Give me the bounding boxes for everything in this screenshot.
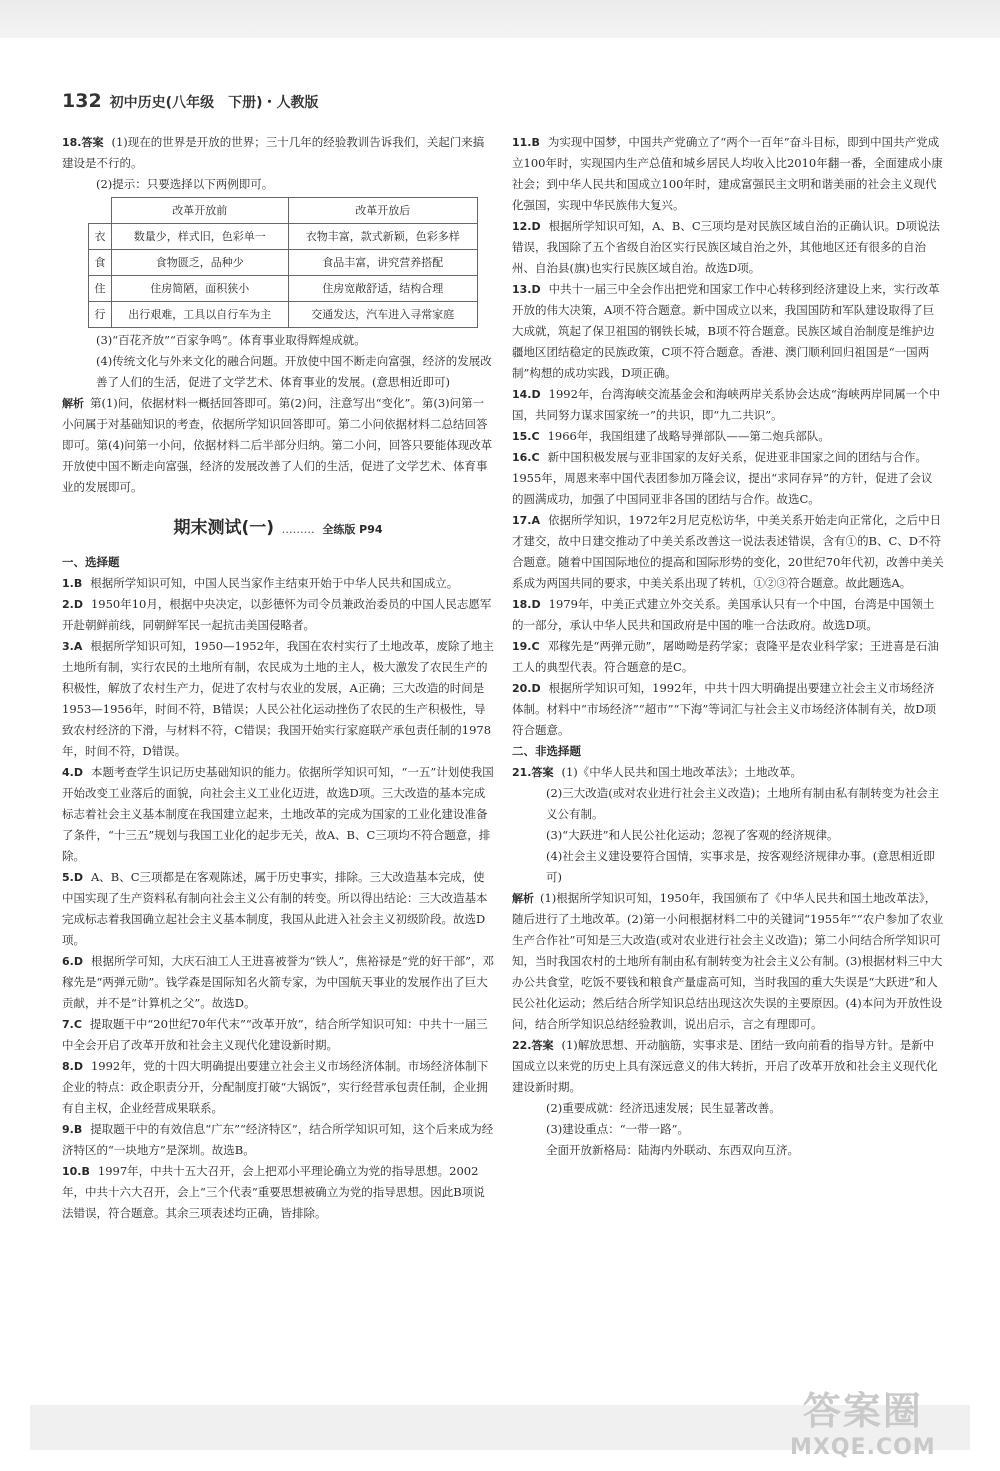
question-number: 7.C [62, 1018, 82, 1031]
list-item [62, 867, 494, 951]
question-number: 9.B [62, 1123, 83, 1136]
question-number: 2.D [62, 598, 83, 611]
exam-page-ref: 全练版 P94 [322, 523, 383, 536]
q21-answer [512, 762, 944, 783]
question-answer-text: 邓稼先是“两弹元勋”，屠呦呦是药学家；袁隆平是农业科学家；王进喜是石油工人的典型代表。符合题意的是C。 [512, 639, 939, 674]
list-item [62, 1119, 494, 1161]
question-answer-text: 1997年，中共十五大召开，会上把邓小平理论确立为党的指导思想。2002年，中共十六大召开，会上“三个代表”重要思想被确立为党的指导思想。因此B项说法错误，符合题意。其余三项表述均正确，皆排除。 [62, 1164, 485, 1220]
list-item [512, 426, 944, 447]
table-cell-category: 住 [89, 276, 112, 302]
table-header-row [89, 198, 478, 224]
question-answer-text: 根据所学知识可知，A、B、C三项均是对民族区域自治的正确认识。D项说法错误，我国除了五个省级自治区实行民族区域自治之外，其他地区还有很多的自治州、自治县(旗)也实行民族区域自治。故选D项。 [512, 219, 940, 275]
table-cell-category: 食 [89, 250, 112, 276]
question-number: 15.C [512, 430, 540, 443]
q21-analysis [512, 888, 944, 1035]
table-cell-after: 住房宽敞舒适，结构合理 [288, 276, 477, 302]
question-number: 4.D [62, 766, 83, 779]
question-number: 20.D [512, 682, 541, 695]
list-item [512, 594, 944, 636]
book-title: 初中历史(八年级 下册)・人教版 [109, 95, 319, 111]
section-heading-nonchoice: 二、非选择题 [512, 744, 581, 758]
exam-title: 期末测试(一) [173, 518, 275, 538]
question-number: 18.D [512, 598, 541, 611]
question-answer-text: 根据所学知识可知，1992年，中共十四大明确提出要建立社会主义市场经济体制。材料中“市场经济”“超市”“下海”等词汇与社会主义市场经济体制有关，故D项符合题意。 [512, 681, 936, 737]
page-number: 132 [62, 90, 102, 112]
section-heading-choice: 一、选择题 [62, 555, 120, 569]
table-corner-cell [89, 198, 112, 224]
question-answer-text: 为实现中国梦，中国共产党确立了“两个一百年”奋斗目标，即到中国共产党成立100年时，实现国内生产总值和城乡居民人均收入比2010年翻一番，全面建成小康社会；到中华人民共和国成立100年时，建成富强民主文明和谐美丽的社会主义现代化强国，实现中华民族伟大复兴。 [512, 135, 943, 212]
list-item [62, 636, 494, 762]
table-cell-category: 行 [89, 302, 112, 328]
table-cell-category: 衣 [89, 224, 112, 250]
question-number: 14.D [512, 388, 541, 401]
list-item [512, 510, 944, 594]
question-number: 10.B [62, 1165, 90, 1178]
question-answer-text: 1979年，中美正式建立外交关系。美国承认只有一个中国，台湾是中国领土的一部分，承认中华人民共和国政府是中国的唯一合法政府。故选D项。 [512, 597, 935, 632]
list-item [62, 1161, 494, 1224]
table-cell-before: 出行艰难，工具以自行车为主 [112, 302, 289, 328]
q18-part1: (1)现在的世界是开放的世界；三十几年的经验教训告诉我们，关起门来搞建设是不行的。 [62, 135, 485, 170]
question-number: 1.B [62, 577, 83, 590]
q18-analysis [62, 393, 494, 498]
analysis-label: 解析 [62, 397, 84, 410]
question-answer-text: 依据所学知识，1972年2月尼克松访华，中美关系开始走向正常化，之后中日才建交，故中日建交推动了中美关系改善这一说法表述错误，含有①的B、C、D不符合题意。随着中国国际地位的提高和国际形势的变化，20世纪70年代初，改善中美关系成为两国共同的要求，中美关系出现了转机，①②③符合题意。故此题选A。 [512, 513, 944, 590]
question-number: 6.D [62, 955, 83, 968]
question-answer-text: 1992年，党的十四大明确提出要建立社会主义市场经济体制。市场经济体制下企业的特点：政企职责分开，分配制度打破“大锅饭”，实行经营承包责任制，企业拥有自主权，企业经营成果联系。 [62, 1059, 489, 1115]
q22-part2: (2)重要成就：经济迅速发展；民生显著改善。 [546, 1101, 781, 1115]
q21-part2: (2)三大改造(或对农业进行社会主义改造)；土地所有制由私有制转变为社会主义公有制。 [546, 786, 940, 821]
table-header-after: 改革开放后 [288, 198, 477, 224]
comparison-table [88, 197, 478, 328]
question-number: 8.D [62, 1060, 83, 1073]
analysis-label: 解析 [512, 892, 534, 905]
question-answer-text: 1950年10月，根据中央决定，以彭德怀为司令员兼政治委员的中国人民志愿军开赴朝鲜前线，同朝鲜军民一起抗击美国侵略者。 [62, 597, 492, 632]
q21-part4: (4)社会主义建设要符合国情，实事求是，按客观经济规律办事。(意思相近即可) [546, 849, 935, 884]
question-answer-text: 1966年，我国组建了战略导弹部队——第二炮兵部队。 [547, 429, 830, 443]
list-item [62, 762, 494, 867]
table-row [89, 250, 478, 276]
q22-part3: (3)建设重点：“一带一路”。 [546, 1122, 690, 1136]
list-item [512, 636, 944, 678]
question-number: 12.D [512, 220, 541, 233]
q21-part1: (1)《中华人民共和国土地改革法》；土地改革。 [561, 765, 803, 779]
exam-title-dots: ……… [281, 523, 315, 536]
site-watermark [790, 1380, 936, 1460]
list-item [62, 951, 494, 1014]
q18-label: 18.答案 [62, 136, 104, 149]
table-cell-after: 食品丰富，讲究营养搭配 [288, 250, 477, 276]
question-answer-text: 提取题干中的有效信息“广东”“经济特区”，结合所学知识可知，这个后来成为经济特区的“一块地方”是深圳。故选B。 [62, 1122, 494, 1157]
list-item [62, 573, 494, 594]
q22-part1: (1)解放思想、开动脑筋，实事求是、团结一致向前看的指导方针。是新中国成立以来党的历史上具有深远意义的伟大转折，开启了改革开放和社会主义现代化建设新时期。 [512, 1038, 938, 1094]
table-header-before: 改革开放前 [112, 198, 289, 224]
analysis-text: 第(1)问，依据材料一概括回答即可。第(2)问，注意写出“变化”。第(3)问第一小问属于对基础知识的考查，依据所学知识回答即可。第二小问依据材料二总结回答即可。第(4)问第一小问，依据材料二后半部分归纳。第二小问，回答只要能体现改革开放使中国不断走向富强，经济的发展改善了人们的生活，促进了文学艺术、体育事业的发展即可。 [62, 396, 493, 494]
left-column [62, 132, 494, 1224]
question-answer-text: 新中国积极发展与亚非国家的友好关系，促进亚非国家之间的团结与合作。1955年，周恩来率中国代表团参加万隆会议，提出“求同存异”的方针，促进了会议的圆满成功，加强了中国同亚非各国的团结与合作。故选C。 [512, 450, 933, 506]
list-item [512, 132, 944, 216]
list-item [62, 594, 494, 636]
list-item [512, 678, 944, 741]
question-number: 5.D [62, 871, 83, 884]
watermark-logo-text: 答案圈 [802, 1389, 923, 1433]
q22-label: 22.答案 [512, 1039, 554, 1052]
exam-title-row [62, 518, 494, 544]
q18-part2: (2)提示：只要选择以下两例即可。 [96, 177, 274, 191]
question-number: 19.C [512, 640, 540, 653]
question-answer-text: 根据所学知识可知，中国人民当家作主结束开始于中华人民共和国成立。 [90, 576, 459, 590]
q21-part3: (3)“大跃进”和人民公社化运动；忽视了客观的经济规律。 [546, 828, 839, 842]
table-cell-after: 交通发达，汽车进入寻常家庭 [288, 302, 477, 328]
table-cell-after: 衣物丰富，款式新颖，色彩多样 [288, 224, 477, 250]
list-item [62, 1056, 494, 1119]
q22-part4: 全面开放新格局：陆海内外联动、东西双向互济。 [546, 1143, 799, 1157]
question-answer-text: 1992年，台湾海峡交流基金会和海峡两岸关系协会达成“海峡两岸同属一个中国，共同努力谋求国家统一”的共识，即“九二共识”。 [512, 387, 941, 422]
question-number: 17.A [512, 514, 540, 527]
question-answer-text: 根据所学可知，大庆石油工人王进喜被誉为“铁人”，焦裕禄是“党的好干部”，邓稼先是“两弹元勋”。钱学森是国际知名火箭专家，为中国航天事业的发展作出了巨大贡献，并不是“计算机之父”。故选D。 [62, 954, 494, 1010]
question-answer-text: 中共十一届三中全会作出把党和国家工作中心转移到经济建设上来，实行改革开放的伟大决策，A项不符合题意。新中国成立以来，我国国防和军队建设取得了巨大成就，筑起了保卫祖国的钢铁长城，B项不符合题意。民族区域自治制度是维护边疆地区团结稳定的民族政策，C项不符合题意。香港、澳门顺利回归祖国是“一国两制”构想的成功实践，D项正确。 [512, 282, 940, 380]
list-item [512, 216, 944, 279]
right-column [512, 132, 944, 1161]
table-row [89, 276, 478, 302]
question-answer-text: 本题考查学生识记历史基础知识的能力。依据所学知识可知，“一五”计划使我国开始改变工业落后的面貌，向社会主义工业化迈进，故选D项。三大改造的基本完成标志着社会主义基本制度在我国建立起来，土地改革的完成为国家的工业化建设准备了条件，“十三五”规划与我国工业化的起步无关，故A、B、C三项均不符合题意，排除。 [62, 765, 494, 863]
table-cell-before: 住房简陋，面积狭小 [112, 276, 289, 302]
watermark-url: MXQE.COM [790, 1435, 936, 1460]
question-number: 13.D [512, 283, 541, 296]
list-item [512, 447, 944, 510]
table-row [89, 302, 478, 328]
list-item [512, 384, 944, 426]
question-number: 16.C [512, 451, 540, 464]
question-answer-text: 提取题干中“20世纪70年代末”“改革开放”，结合所学知识可知：中共十一届三中全会开启了改革开放和社会主义现代化建设新时期。 [62, 1017, 488, 1052]
q21-label: 21.答案 [512, 766, 554, 779]
table-cell-before: 数量少，样式旧，色彩单一 [112, 224, 289, 250]
q18-answer [62, 132, 494, 174]
q18-part3: (3)“百花齐放”“百家争鸣”。体育事业取得辉煌成就。 [96, 333, 366, 347]
list-item [62, 1014, 494, 1056]
question-answer-text: 根据所学知识可知，1950—1952年，我国在农村实行了土地改革，废除了地主土地所有制，实行农民的土地所有制，农民成为土地的主人，极大激发了农民生产的积极性，解放了农村生产力，促进了农村与农业的发展，A正确；三大改造的时间是1953—1956年，时间不符，B错误；人民公社化运动挫伤了农民的生产积极性，导致农村经济的下滑，与材料不符，C错误；我国开始实行家庭联产承包责任制的1978年，时间不符，D错误。 [62, 639, 494, 758]
q18-part4: (4)传统文化与外来文化的融合问题。开放使中国不断走向富强，经济的发展改善了人们的生活，促进了文学艺术、体育事业的发展。(意思相近即可) [96, 354, 492, 389]
list-item [512, 279, 944, 384]
table-cell-before: 食物匮乏，品种少 [112, 250, 289, 276]
page-header [62, 90, 318, 120]
question-number: 3.A [62, 640, 83, 653]
analysis-text: (1)根据所学知识可知，1950年，我国颁布了《中华人民共和国土地改革法》，随后进行了土地改革。(2)第一小问根据材料二中的关键词“1955年”“农户参加了农业生产合作社”可知是三大改造(或对农业进行社会主义改造)；第二小问结合所学知识可知，当时我国农村的土地所有制由私有制转变为社会主义公有制。(3)根据材料三中大办公共食堂，吃饭不要钱和粮食产量虚高可知，当时我国的重大失误是“大跃进”和人民公社化运动；然后结合所学知识总结出现这次失误的主要原因。(4)本问为开放性设问，结合所学知识总结经验教训，说出启示，言之有理即可。 [512, 891, 944, 1031]
page-top-band [0, 0, 1000, 38]
question-answer-text: A、B、C三项都是在客观陈述，属于历史事实，排除。三大改造基本完成，使中国实现了生产资料私有制向社会主义公有制的转变。所以得出结论：三大改造基本完成标志着我国确立起社会主义基本制度，我国从此进入社会主义初级阶段。故选D项。 [62, 870, 488, 947]
question-number: 11.B [512, 136, 540, 149]
q22-answer [512, 1035, 944, 1098]
table-row [89, 224, 478, 250]
